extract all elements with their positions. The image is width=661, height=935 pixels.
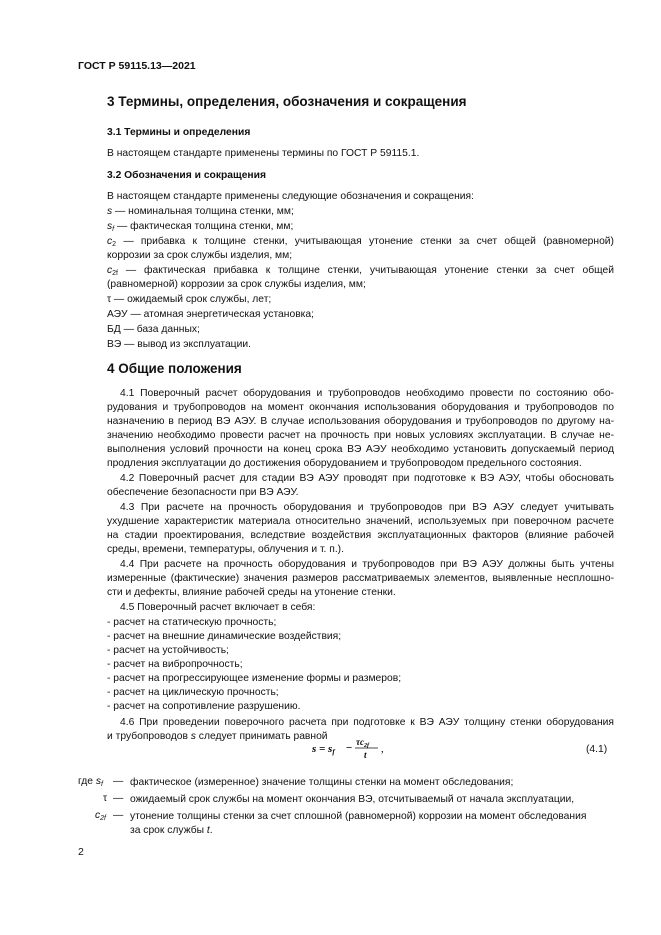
para-4-6-line2: и трубопроводов s следует принимать равной	[107, 731, 328, 742]
para-4-3-line: среды, времени, температуры, облучения и т. п.).	[107, 544, 344, 555]
para-4-2-line: 4.2 Поверочный расчет для стадии ВЭ АЭУ проводят при подготовке к ВЭ АЭУ, чтобы обосновать	[120, 473, 614, 484]
para-4-4-line: 4.4 При расчете на прочность оборудования и трубопроводов при ВЭ АЭУ должны быть учтены	[120, 559, 614, 570]
subsection-3-2-title: 3.2 Обозначения и сокращения	[107, 170, 266, 181]
para-4-1-line: продления эксплуатации до достижения оборудованием и трубопроводом предельного состояния.	[107, 458, 582, 469]
formula-4-1	[312, 736, 392, 762]
where-c2f-symbol: $c_{2f}$	[95, 810, 106, 822]
where-dash: —	[113, 776, 124, 787]
list-item: - расчет на циклическую прочность;	[107, 687, 279, 698]
definition-bd: БД — база данных;	[107, 324, 200, 335]
symbol-s: s	[107, 206, 113, 217]
formula-comma: ,	[381, 743, 384, 755]
document-header: ГОСТ Р 59115.13—2021	[78, 60, 196, 72]
para-4-3-line: на стадии проектирования, вследствие воздействия эксплуатационных факторов (влияние рабочей	[107, 530, 614, 541]
definition-s: s — номинальная толщина стенки, мм;	[107, 206, 294, 217]
formula-denominator: t	[364, 750, 367, 760]
subsection-3-1-text: В настоящем стандарте применены термины по ГОСТ Р 59115.1.	[107, 148, 420, 159]
para-4-1-line: рудования и трубопроводов на момент окончания использования оборудования и трубопроводов по	[107, 402, 614, 413]
definition-c2-line2: коррозии за срок службы изделия, мм;	[107, 250, 293, 261]
where-sf-definition: фактическое (измеренное) значение толщины стенки на момент обследования;	[130, 777, 514, 788]
where-dash: —	[113, 810, 124, 821]
para-4-6-line1: 4.6 При проведении поверочного расчета при подготовке к ВЭ АЭУ толщину стенки оборудования	[120, 717, 614, 728]
page-number: 2	[78, 846, 84, 858]
list-item: - расчет на устойчивость;	[107, 645, 229, 656]
formula-numerator: $\tau c_{2f}$	[356, 737, 369, 749]
section-3-title: 3 Термины, определения, обозначения и сокращения	[107, 94, 467, 109]
list-item: - расчет на статическую прочность;	[107, 617, 277, 628]
section-4-title: 4 Общие положения	[107, 361, 242, 376]
subsection-3-1-title: 3.1 Термины и определения	[107, 127, 251, 138]
list-item: - расчет на сопротивление разрушению.	[107, 701, 301, 712]
para-4-1-line: 4.1 Поверочный расчет оборудования и трубопроводов необходимо провести по состоянию обо-	[120, 388, 614, 399]
equation-number: (4.1)	[586, 744, 608, 755]
where-sf-symbol: где $s_f$	[78, 776, 103, 788]
symbol-c2f: c	[107, 265, 113, 276]
formula-lhs: s = sf	[312, 743, 335, 756]
symbol-c2: c	[107, 236, 113, 247]
para-4-2-line: обеспечение безопасности при ВЭ АЭУ.	[107, 487, 299, 498]
list-item: - расчет на прогрессирующее изменение формы и размеров;	[107, 673, 402, 684]
definition-c2f-line2: (равномерной) коррозии за срок службы изделия, мм;	[107, 279, 366, 290]
definition-ve: ВЭ — вывод из эксплуатации.	[107, 339, 251, 350]
para-4-1-line: значению необходимо провести расчет на прочность при новых условиях эксплуатации. В случае не-	[107, 430, 614, 441]
para-4-5-intro: 4.5 Поверочный расчет включает в себя:	[120, 602, 316, 613]
symbol-sf: s	[107, 221, 113, 232]
para-4-1-line: выполнения условий прочности на конец срока ВЭ АЭУ необходимо установить допускаемый период	[107, 444, 614, 455]
formula-minus: −	[346, 742, 353, 754]
where-dash: —	[113, 793, 124, 804]
definition-c2f-line1: $c_{2f}$ — фактическая прибавка к толщине стенки, учитывающая утонение стенки за счет общей	[107, 265, 614, 277]
definition-tau: τ — ожидаемый срок службы, лет;	[107, 294, 272, 305]
where-c2f-definition-line1: утонение толщины стенки за счет сплошной (равномерной) коррозии на момент обследования	[130, 811, 587, 822]
definition-c2-line1: $c_2$ — прибавка к толщине стенки, учитывающая утонение стенки за счет общей (равномерной)	[107, 236, 614, 248]
para-4-1-line: назначению в период ВЭ АЭУ. В случае использования оборудования и трубопроводов по другому на-	[107, 416, 614, 427]
para-4-3-line: ухудшение характеристик материала относительно значений, используемых при поверочном расчете	[107, 516, 614, 527]
definition-sf: $s_f$ — фактическая толщина стенки, мм;	[107, 221, 294, 233]
list-item: - расчет на вибропрочность;	[107, 659, 243, 670]
para-4-4-line: измеренные (фактические) значения размеров рассматриваемых элементов, выявленные несплошно-	[107, 573, 614, 584]
para-4-4-line: сти и дефекты, влияние рабочей среды на утонение стенки.	[107, 587, 396, 598]
definition-aeu: АЭУ — атомная энергетическая установка;	[107, 309, 314, 320]
where-c2f-definition-line2: за срок службы t.	[130, 825, 213, 836]
list-item: - расчет на внешние динамические воздействия;	[107, 631, 342, 642]
where-tau-symbol: τ	[103, 793, 108, 804]
subsection-3-2-intro: В настоящем стандарте применены следующие обозначения и сокращения:	[107, 191, 474, 202]
para-4-3-line: 4.3 При расчете на прочность оборудования и трубопроводов при ВЭ АЭУ следует учитывать	[120, 502, 614, 513]
where-tau-definition: ожидаемый срок службы на момент окончания ВЭ, отсчитываемый от начала эксплуатации,	[130, 794, 575, 805]
